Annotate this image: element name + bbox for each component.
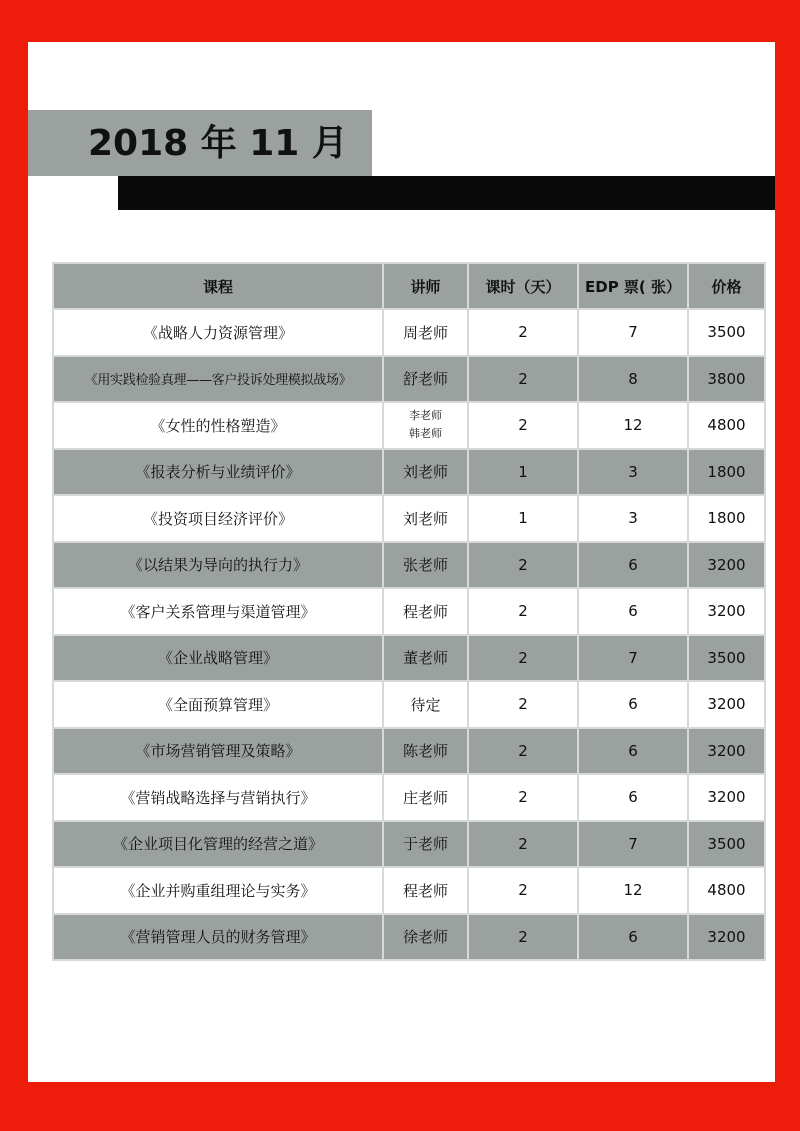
edp-tickets: 6: [578, 588, 688, 635]
lecturer: 董老师: [383, 635, 468, 682]
course-name: 《女性的性格塑造》: [53, 402, 383, 449]
days: 2: [468, 356, 578, 403]
edp-tickets: 6: [578, 542, 688, 589]
days: 2: [468, 309, 578, 356]
edp-tickets: 6: [578, 774, 688, 821]
document-page: [28, 42, 775, 1082]
price: 3500: [688, 821, 765, 868]
days: 2: [468, 867, 578, 914]
course-name: 《报表分析与业绩评价》: [53, 449, 383, 496]
days: 2: [468, 542, 578, 589]
edp-tickets: 7: [578, 309, 688, 356]
edp-tickets: 6: [578, 681, 688, 728]
column-header-days: 课时（天）: [468, 263, 578, 309]
month-banner: [28, 110, 372, 176]
course-name: 《以结果为导向的执行力》: [53, 542, 383, 589]
table-row: [53, 309, 765, 356]
edp-tickets: 6: [578, 914, 688, 961]
table-row: [53, 728, 765, 775]
price: 3500: [688, 635, 765, 682]
lecturer: 刘老师: [383, 449, 468, 496]
edp-tickets: 7: [578, 635, 688, 682]
lecturer: 刘老师: [383, 495, 468, 542]
price: 3200: [688, 542, 765, 589]
edp-tickets: 3: [578, 495, 688, 542]
edp-tickets: 8: [578, 356, 688, 403]
days: 2: [468, 914, 578, 961]
price: 4800: [688, 402, 765, 449]
lecturer-first: 李老师: [409, 409, 442, 423]
course-name: 《企业战略管理》: [53, 635, 383, 682]
lecturer: 陈老师: [383, 728, 468, 775]
price: 3200: [688, 914, 765, 961]
lecturer: 舒老师: [383, 356, 468, 403]
lecturer: [383, 402, 468, 449]
lecturer: 张老师: [383, 542, 468, 589]
price: 3200: [688, 588, 765, 635]
month-title: 2018 年 11 月: [88, 123, 348, 164]
lecturer: 徐老师: [383, 914, 468, 961]
lecturer: 待定: [383, 681, 468, 728]
course-name: 《战略人力资源管理》: [53, 309, 383, 356]
table-row: [53, 449, 765, 496]
edp-tickets: 12: [578, 867, 688, 914]
lecturer: 程老师: [383, 588, 468, 635]
lecturer: 周老师: [383, 309, 468, 356]
course-name: 《营销管理人员的财务管理》: [53, 914, 383, 961]
price: 1800: [688, 449, 765, 496]
course-name: 《企业项目化管理的经营之道》: [53, 821, 383, 868]
course-name: 《企业并购重组理论与实务》: [53, 867, 383, 914]
days: 2: [468, 728, 578, 775]
days: 1: [468, 449, 578, 496]
table-row: [53, 356, 765, 403]
table-header-row: [53, 263, 765, 309]
course-name: 《市场营销管理及策略》: [53, 728, 383, 775]
decorative-black-bar: [118, 176, 775, 210]
edp-tickets: 12: [578, 402, 688, 449]
course-schedule-table: [52, 262, 766, 961]
table-row: [53, 681, 765, 728]
days: 2: [468, 821, 578, 868]
column-header-lecturer: 讲师: [383, 263, 468, 309]
table-row: [53, 402, 765, 449]
days: 2: [468, 402, 578, 449]
edp-tickets: 7: [578, 821, 688, 868]
days: 1: [468, 495, 578, 542]
column-header-course: 课程: [53, 263, 383, 309]
price: 3800: [688, 356, 765, 403]
lecturer-second: 韩老师: [409, 427, 442, 441]
price: 3200: [688, 728, 765, 775]
table-row: [53, 542, 765, 589]
lecturer: 程老师: [383, 867, 468, 914]
column-header-price: 价格: [688, 263, 765, 309]
course-name: 《营销战略选择与营销执行》: [53, 774, 383, 821]
price: 3200: [688, 774, 765, 821]
table-row: [53, 867, 765, 914]
table-row: [53, 774, 765, 821]
price: 4800: [688, 867, 765, 914]
lecturer: 庄老师: [383, 774, 468, 821]
days: 2: [468, 681, 578, 728]
price: 1800: [688, 495, 765, 542]
table-row: [53, 914, 765, 961]
days: 2: [468, 635, 578, 682]
lecturer: 于老师: [383, 821, 468, 868]
table-row: [53, 495, 765, 542]
column-header-edp-tickets: EDP 票( 张）: [578, 263, 688, 309]
course-name: 《投资项目经济评价》: [53, 495, 383, 542]
days: 2: [468, 588, 578, 635]
table-row: [53, 588, 765, 635]
table-row: [53, 821, 765, 868]
course-name: 《全面预算管理》: [53, 681, 383, 728]
course-name: 《用实践检验真理——客户投诉处理模拟战场》: [53, 356, 383, 403]
course-name: 《客户关系管理与渠道管理》: [53, 588, 383, 635]
table-row: [53, 635, 765, 682]
edp-tickets: 6: [578, 728, 688, 775]
price: 3200: [688, 681, 765, 728]
edp-tickets: 3: [578, 449, 688, 496]
price: 3500: [688, 309, 765, 356]
days: 2: [468, 774, 578, 821]
